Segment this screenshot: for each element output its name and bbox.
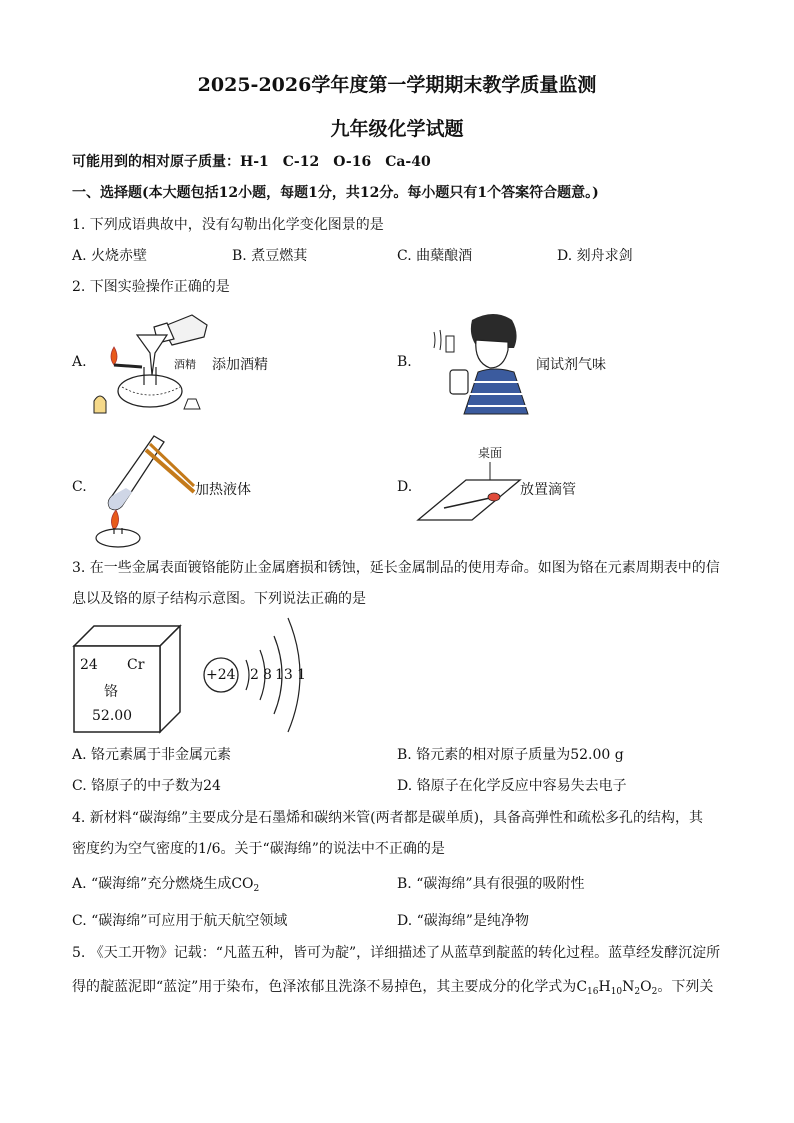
table-tag: 桌面: [478, 446, 503, 460]
q1-option-b: B. 煮豆燃萁: [232, 248, 308, 264]
q2-option-d-caption: 放置滴管: [520, 482, 576, 498]
q2-option-c-letter: C.: [72, 479, 87, 495]
q3-option-d: D. 铬原子在化学反应中容易失去电子: [397, 778, 627, 794]
section-heading: 一、选择题(本大题包括12小题，每题1分，共12分。每小题只有1个答案符合题意。): [72, 185, 599, 201]
q1-option-c: C. 曲蘖酿酒: [397, 248, 473, 264]
q2-option-d-letter: D.: [397, 479, 413, 495]
atom-shell-1: 2: [250, 667, 259, 683]
q4-option-a: A. “碳海绵”充分燃烧生成$CO_2$: [72, 876, 260, 894]
heating-liquid-illustration: [90, 430, 200, 548]
atom-shell-3: 13: [275, 667, 293, 683]
element-name: 铬: [104, 684, 118, 700]
q4-option-d: D. “碳海绵”是纯净物: [397, 913, 529, 929]
atom-shell-2: 8: [263, 667, 272, 683]
q3-option-b: B. 铬元素的相对原子质量为52.00 g: [397, 747, 624, 763]
atom-shell-4: 1: [297, 667, 306, 683]
alcohol-tag: 酒精: [174, 358, 196, 371]
atom-nucleus: +24: [206, 667, 236, 683]
atomic-masses: 可能用到的相对原子质量：H-1 C-12 O-16 Ca-40: [72, 154, 431, 170]
q2-option-b-caption: 闻试剂气味: [536, 357, 606, 373]
q4-stem-line2: 密度约为空气密度的1/6。关于“碳海绵”的说法中不正确的是: [72, 841, 445, 857]
q3-stem-line1: 3. 在一些金属表面镀铬能防止金属磨损和锈蚀，延长金属制品的使用寿命。如图为铬在元素周期表中的信: [72, 560, 720, 576]
q4-option-c: C. “碳海绵”可应用于航天航空领域: [72, 913, 288, 929]
exam-title: 2025-2026学年度第一学期期末教学质量监测: [197, 74, 597, 96]
exam-subtitle: 九年级化学试题: [330, 118, 464, 140]
element-mass: 52.00: [92, 708, 133, 724]
q3-option-c: C. 铬原子的中子数为24: [72, 778, 221, 794]
q3-option-a: A. 铬元素属于非金属元素: [72, 747, 232, 763]
q1-option-d: D. 刻舟求剑: [557, 248, 633, 264]
q2-option-a-letter: A.: [72, 354, 87, 370]
q1-stem: 1. 下列成语典故中，没有勾勒出化学变化图景的是: [72, 217, 384, 233]
element-number: 24: [80, 657, 98, 673]
q2-stem: 2. 下图实验操作正确的是: [72, 279, 230, 295]
q5-stem-line2: 得的靛蓝泥即“蓝淀”用于染布，色泽浓郁且洗涤不易掉色，其主要成分的化学式为$C_{16}H_{10}N_2O_2$。下列关: [72, 979, 714, 997]
indigo-formula: $C_{16}H_{10}N_2O_2$: [576, 979, 658, 997]
boy-smelling-illustration: [428, 310, 532, 414]
q3-stem-line2: 息以及铬的原子结构示意图。下列说法正确的是: [72, 591, 366, 607]
q5-stem-line1: 5. 《天工开物》记载：“凡蓝五种，皆可为靛”，详细描述了从蓝草到靛蓝的转化过程。蓝草经发酵沉淀所: [72, 945, 721, 961]
q2-option-b-letter: B.: [397, 354, 412, 370]
dropper-on-table-illustration: [416, 458, 520, 526]
q2-option-a-caption: 添加酒精: [212, 357, 268, 373]
q4-stem-line1: 4. 新材料“碳海绵”主要成分是石墨烯和碳纳米管(两者都是碳单质)，具备高弹性和疏松多孔的结构，其: [72, 810, 704, 826]
element-symbol: Cr: [127, 657, 145, 673]
q4-option-b: B. “碳海绵”具有很强的吸附性: [397, 876, 585, 892]
q1-option-a: A. 火烧赤壁: [72, 248, 148, 264]
q2-option-c-caption: 加热液体: [195, 482, 251, 498]
